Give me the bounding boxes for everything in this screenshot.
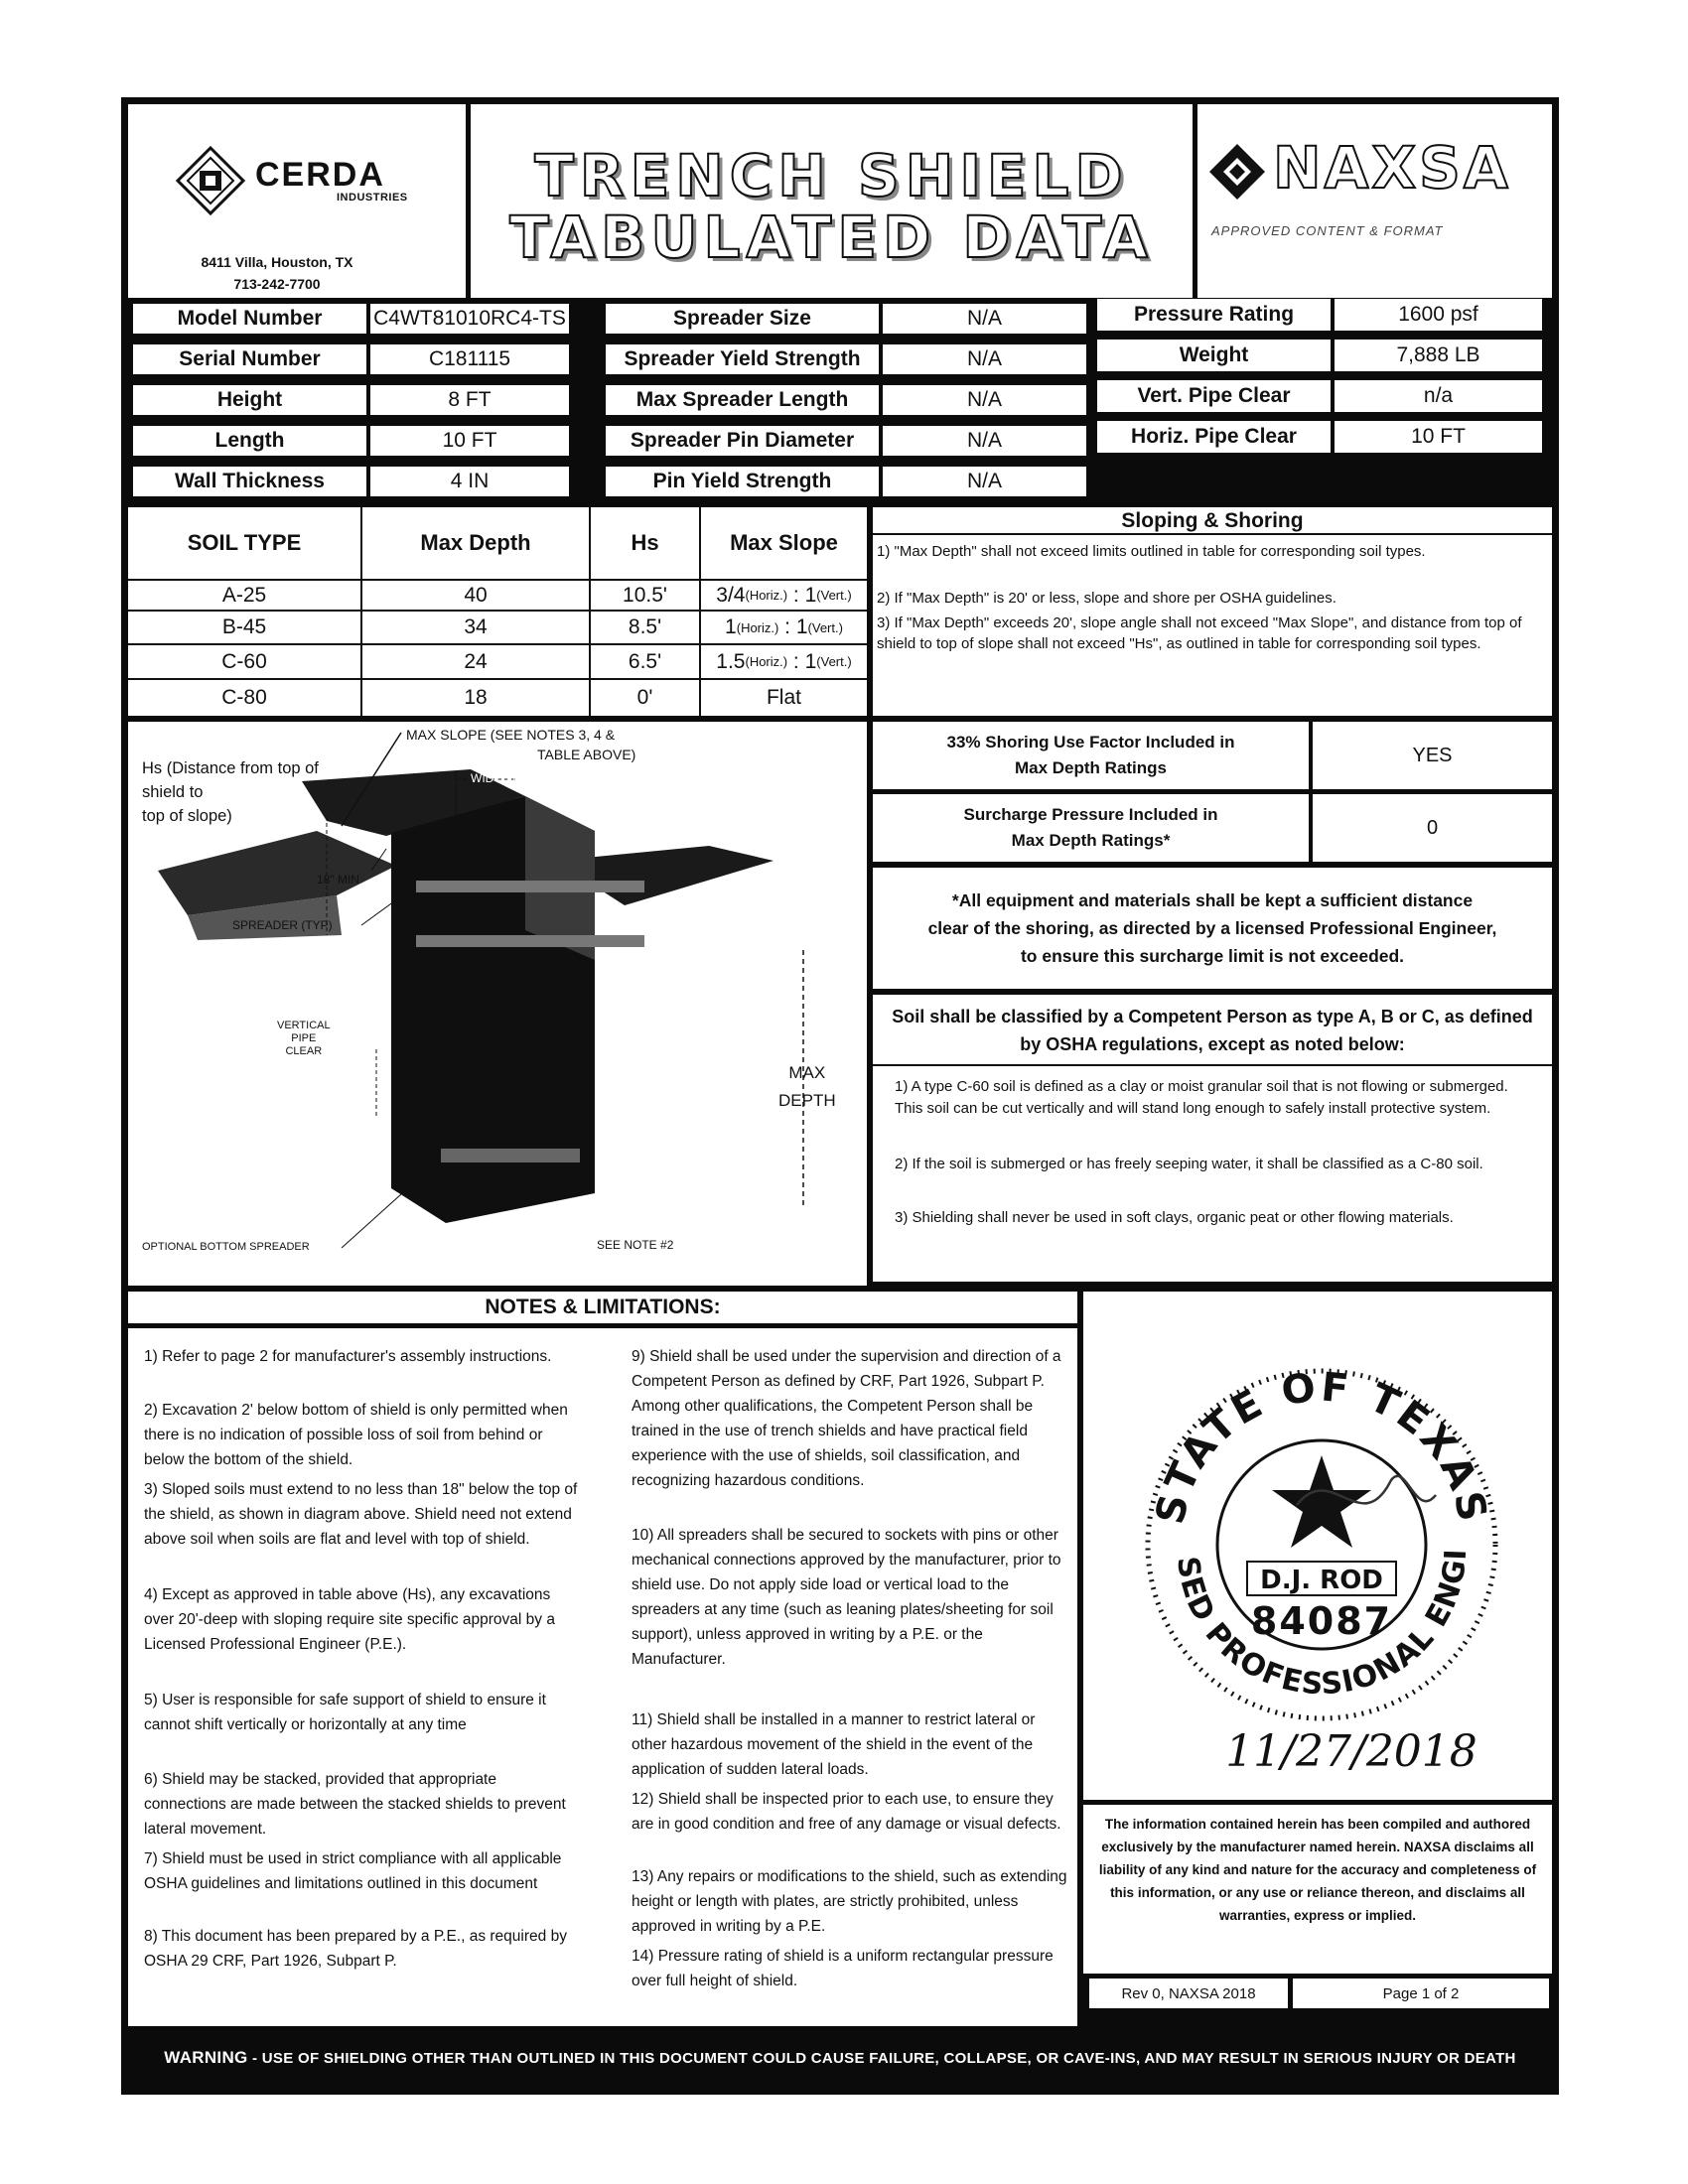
soil-class-item: 1) A type C-60 soil is defined as a clay or moist granular soil that is not flowing or submerged. This soil can be cut vertically and will stand long enough to safely install protective system.: [895, 1078, 1508, 1117]
note-item: 4) Except as approved in table above (Hs), any excavations over 20'-deep with sloping require site specific approval by a Licensed Professional Engineer (P.E.).: [144, 1586, 555, 1653]
note-item: 2) Excavation 2' below bottom of shield is only permitted when there is no indication of possible loss of soil from behind or below the bottom of the shield.: [144, 1402, 568, 1468]
surcharge-value: 0: [1426, 817, 1439, 839]
spec-value-vert-pipe: n/a: [1335, 380, 1542, 412]
cerda-industries: INDUSTRIES: [337, 192, 408, 204]
surcharge-label: [873, 794, 1309, 862]
shoring-factor-value-box: [1313, 722, 1552, 789]
slope-colon: :: [787, 649, 805, 673]
notes-panel: [128, 1328, 1077, 2026]
note-item: 8) This document has been prepared by a P.E., as required by OSHA 29 CRF, Part 1926, Subpart P.: [144, 1928, 567, 1970]
spec-value-max-spreader: N/A: [883, 385, 1086, 415]
seal-top-text: STATE OF TEXAS: [1147, 1364, 1496, 1529]
spec-value-model: C4WT81010RC4-TS: [370, 304, 569, 334]
soil-row-slope: Flat: [766, 686, 801, 709]
note-item: 14) Pressure rating of shield is a uniform rectangular pressure over full height of shield.: [632, 1948, 1054, 1989]
soil-row-type: B-45: [221, 615, 267, 638]
spreader-label: SPREADER (TYP): [232, 918, 333, 932]
note-item: 3) Sloped soils must extend to no less than 18" below the top of the shield, as shown in diagram above. Shield need not extend above soil when soils are flat and level with top of shield.: [144, 1481, 578, 1548]
slope-vert-value: 1: [795, 615, 808, 638]
soil-class-item: 3) Shielding shall never be used in soft clays, organic peat or other flowing materials.: [895, 1209, 1454, 1226]
note-item: 1) Refer to page 2 for manufacturer's assembly instructions.: [144, 1348, 552, 1365]
soil-type-table: [128, 507, 867, 716]
spec-label-model: Model Number: [133, 304, 366, 334]
slope-horiz-unit: (Horiz.): [745, 654, 788, 669]
shoring-factor-line: Max Depth Ratings: [1014, 758, 1168, 777]
title-line-1: TRENCH SHIELD: [534, 142, 1129, 209]
slope-vert-value: 1: [804, 583, 817, 607]
note-item: 5) User is responsible for safe support of shield to ensure it cannot shift vertically or horizontally at any time: [144, 1692, 546, 1733]
notice-line: *All equipment and materials shall be kept a sufficient distance: [951, 890, 1474, 910]
max-slope-label-line: MAX SLOPE (SEE NOTES 3, 4 &: [406, 727, 616, 743]
soil-table-header-slope: Max Slope: [730, 530, 838, 555]
note-item: 9) Shield shall be used under the supervision and direction of a Competent Person as defined by CRF, Part 1926, Subpart P. Among other qualifications, the Competent Person shall be trained in the use of trench shields and have practical field experience with the use of shields, soil classification, and recognizing hazardous conditions.: [632, 1348, 1061, 1489]
surcharge-notice: [873, 868, 1552, 989]
vertical-clear-line: PIPE: [291, 1032, 317, 1044]
cerda-address-block: [128, 251, 426, 295]
soil-class-item: 2) If the soil is submerged or has freely seeping water, it shall be classified as a C-80 soil.: [895, 1156, 1483, 1172]
notes-title: NOTES & LIMITATIONS:: [128, 1292, 1077, 1323]
sloping-note: 3) If "Max Depth" exceeds 20', slope angle shall not exceed "Max Slope", and distance from top of shield to top of slope shall not exceed "Hs", as outlined in table for corresponding soil types.: [877, 614, 1522, 652]
spec-value-serial: C181115: [370, 344, 569, 374]
soil-table-header-type: SOIL TYPE: [187, 530, 302, 555]
page-number: Page 1 of 2: [1293, 1979, 1549, 2008]
spec-label-pin-yield: Pin Yield Strength: [606, 467, 879, 496]
surcharge-value-box: [1313, 794, 1552, 862]
max-depth-line: DEPTH: [778, 1091, 836, 1110]
shoring-factor-line: 33% Shoring Use Factor Included in: [946, 733, 1235, 751]
spec-label-height: Height: [133, 385, 366, 415]
vertical-clear-label: [277, 1020, 331, 1058]
spec-label-vert-pipe: Vert. Pipe Clear: [1097, 380, 1331, 412]
cerda-address: 8411 Villa, Houston, TX: [201, 254, 353, 270]
soil-class-heading-line: by OSHA regulations, except as noted below:: [1020, 1034, 1405, 1054]
bottom-spreader-bar: [441, 1149, 580, 1162]
optional-spreader-label: OPTIONAL BOTTOM SPREADER: [142, 1241, 310, 1253]
spreader-bar: [416, 881, 644, 892]
notice-line: to ensure this surcharge limit is not exceeded.: [1020, 946, 1405, 966]
sloping-note: 2) If "Max Depth" is 20' or less, slope and shore per OSHA guidelines.: [877, 590, 1336, 607]
slope-colon: :: [778, 615, 796, 638]
cerda-logo-block: [128, 104, 466, 298]
spec-label-serial: Serial Number: [133, 344, 366, 374]
disclaimer: The information contained herein has been compiled and authored exclusively by the manufacturer named herein. NAXSA disclaims all liability of any kind and nature for the accuracy and completeness of this information, or any use or reliance thereon, and disclaims all warranties, express or implied.: [1083, 1805, 1552, 1974]
surcharge-line: Max Depth Ratings*: [1011, 831, 1171, 850]
warning-word: WARNING: [164, 2048, 248, 2067]
soil-class-heading: [873, 995, 1552, 1066]
surcharge-notice-text: [873, 868, 1552, 989]
spec-value-pin-yield: N/A: [883, 467, 1086, 496]
spec-label-pressure: Pressure Rating: [1097, 299, 1331, 331]
soil-row-depth: 24: [464, 649, 488, 673]
slope-vert-unit: (Vert.): [807, 619, 843, 635]
note-item: 11) Shield shall be installed in a manner to restrict lateral or other hazardous movement of the shield in the event of the application of sudden lateral loads.: [632, 1711, 1036, 1778]
spec-label-length: Length: [133, 426, 366, 456]
pe-seal: [1083, 1292, 1552, 1800]
hs-label-line: shield to: [142, 783, 204, 801]
revision-label: Rev 0, NAXSA 2018: [1089, 1979, 1288, 2008]
shoring-factor-value: YES: [1412, 745, 1453, 766]
soil-row-type: C-80: [221, 686, 267, 709]
spec-label-pin-diameter: Spreader Pin Diameter: [606, 426, 879, 456]
soil-row-slope: [701, 612, 867, 643]
pe-stamp-box: [1083, 1292, 1552, 1800]
vertical-clear-line: CLEAR: [285, 1045, 323, 1057]
soil-row-type: A-25: [221, 583, 267, 607]
spec-label-weight: Weight: [1097, 340, 1331, 371]
hs-label-line: top of slope): [142, 807, 232, 825]
soil-row-hs: 6.5': [628, 649, 662, 673]
seal-date: 11/27/2018: [1225, 1726, 1477, 1777]
note-item: 7) Shield must be used in strict compliance with all applicable OSHA guidelines and limitations outlined in this document: [144, 1850, 562, 1892]
warning-banner: [128, 2033, 1552, 2083]
soil-class-heading-line: Soil shall be classified by a Competent Person as type A, B or C, as defined: [892, 1007, 1533, 1026]
naxsa-name: NAXSA: [1273, 134, 1511, 202]
note-item: 13) Any repairs or modifications to the shield, such as extending height or length with plates, are strictly prohibited, unless approved in writing by a P.E.: [632, 1868, 1067, 1935]
spreader-bar: [416, 935, 644, 947]
slope-horiz-value: 1: [725, 615, 737, 638]
slope-vert-unit: (Vert.): [816, 588, 852, 603]
max-depth-line: MAX: [788, 1063, 826, 1082]
slope-horiz-value: 3/4: [716, 583, 746, 607]
spec-label-max-spreader: Max Spreader Length: [606, 385, 879, 415]
naxsa-subtitle: APPROVED CONTENT & FORMAT: [1211, 223, 1444, 238]
note-item: 12) Shield shall be inspected prior to each use, to ensure they are in good condition and free of any damage or visual defects.: [632, 1791, 1061, 1833]
spec-value-height: 8 FT: [370, 385, 569, 415]
soil-table-header-depth: Max Depth: [420, 530, 531, 555]
see-note-label: SEE NOTE #2: [597, 1238, 674, 1252]
sloping-note: 1) "Max Depth" shall not exceed limits outlined in table for corresponding soil types.: [877, 543, 1426, 560]
soil-row-hs: 8.5': [628, 615, 662, 638]
spec-value-pressure: 1600 psf: [1335, 299, 1542, 331]
seal-bottom-text: SED PROFESSIONAL ENGI: [1169, 1547, 1475, 1703]
cerda-diamond-icon: [176, 146, 245, 215]
spec-label-wall: Wall Thickness: [133, 467, 366, 496]
surcharge-text: [873, 794, 1309, 862]
naxsa-diamond-icon: [1207, 142, 1267, 202]
spec-label-spreader-yield: Spreader Yield Strength: [606, 344, 879, 374]
trench-diagram: [128, 722, 867, 1286]
hs-label-line: Hs (Distance from top of: [142, 759, 319, 777]
seal-name: D.J. ROD: [1260, 1566, 1383, 1595]
max-slope-label: [406, 725, 635, 764]
shoring-factor-text: [873, 722, 1309, 789]
title-line-2: TABULATED DATA: [509, 204, 1154, 271]
seal-number: 84087: [1250, 1599, 1393, 1643]
sloping-shoring-panel: [873, 507, 1552, 716]
hs-label: [142, 756, 319, 828]
cerda-phone: 713-242-7700: [233, 276, 321, 292]
warning-text: - USE OF SHIELDING OTHER THAN OUTLINED IN THIS DOCUMENT COULD CAUSE FAILURE, COLLAPSE, OR CAVE-INS, AND MAY RESULT IN SERIOUS INJURY OR DEATH: [247, 2050, 1516, 2067]
spec-value-weight: 7,888 LB: [1335, 340, 1542, 371]
spec-label-spreader-size: Spreader Size: [606, 304, 879, 334]
slope-vert-unit: (Vert.): [816, 654, 852, 669]
vertical-clear-line: VERTICAL: [277, 1020, 331, 1031]
spec-value-wall: 4 IN: [370, 467, 569, 496]
slope-horiz-unit: (Horiz.): [745, 588, 788, 603]
max-depth-label: [778, 1059, 836, 1115]
title-block: [471, 104, 1193, 298]
left-slope-shape: [158, 831, 396, 915]
document-frame: [121, 97, 1559, 2095]
cerda-name: CERDA: [255, 156, 385, 194]
spec-value-horiz-pipe: 10 FT: [1335, 421, 1542, 453]
min18-label: 18" MIN: [317, 873, 359, 887]
soil-row-depth: 18: [464, 686, 488, 709]
naxsa-logo-block: [1197, 104, 1552, 298]
soil-row-depth: 34: [464, 615, 488, 638]
shoring-factor-label: [873, 722, 1309, 789]
soil-row-hs: 10.5': [623, 583, 667, 607]
soil-row-slope: [701, 645, 867, 678]
soil-row-slope: [701, 581, 867, 610]
soil-classification-panel: [873, 995, 1552, 1282]
note-item: 10) All spreaders shall be secured to sockets with pins or other mechanical connections approved by the manufacturer, prior to shield use. Do not apply side load or vertical load to the spreaders at any time (such as leaning plates/sheeting for soil support), unless approved in writing by a P.E. or the Manufacturer.: [632, 1527, 1061, 1668]
notice-line: clear of the shoring, as directed by a licensed Professional Engineer,: [927, 918, 1497, 938]
spec-value-spreader-size: N/A: [883, 304, 1086, 334]
spec-label-horiz-pipe: Horiz. Pipe Clear: [1097, 421, 1331, 453]
spec-value-length: 10 FT: [370, 426, 569, 456]
width-label: WIDTH (W): [471, 771, 532, 785]
spec-value-spreader-yield: N/A: [883, 344, 1086, 374]
sloping-title: Sloping & Shoring: [873, 507, 1552, 535]
soil-table-header-hs: Hs: [631, 530, 659, 555]
surcharge-line: Surcharge Pressure Included in: [963, 805, 1218, 824]
soil-row-depth: 40: [464, 583, 488, 607]
spec-value-pin-diameter: N/A: [883, 426, 1086, 456]
slope-colon: :: [787, 583, 805, 607]
slope-vert-value: 1: [804, 649, 817, 673]
note-item: 6) Shield may be stacked, provided that appropriate connections are made between the stacked shields to prevent lateral movement.: [144, 1771, 566, 1838]
slope-horiz-unit: (Horiz.): [736, 619, 779, 635]
soil-row-hs: 0': [636, 686, 653, 709]
slope-horiz-value: 1.5: [716, 649, 746, 673]
soil-row-type: C-60: [221, 649, 267, 673]
max-slope-label-line: TABLE ABOVE): [537, 747, 636, 762]
